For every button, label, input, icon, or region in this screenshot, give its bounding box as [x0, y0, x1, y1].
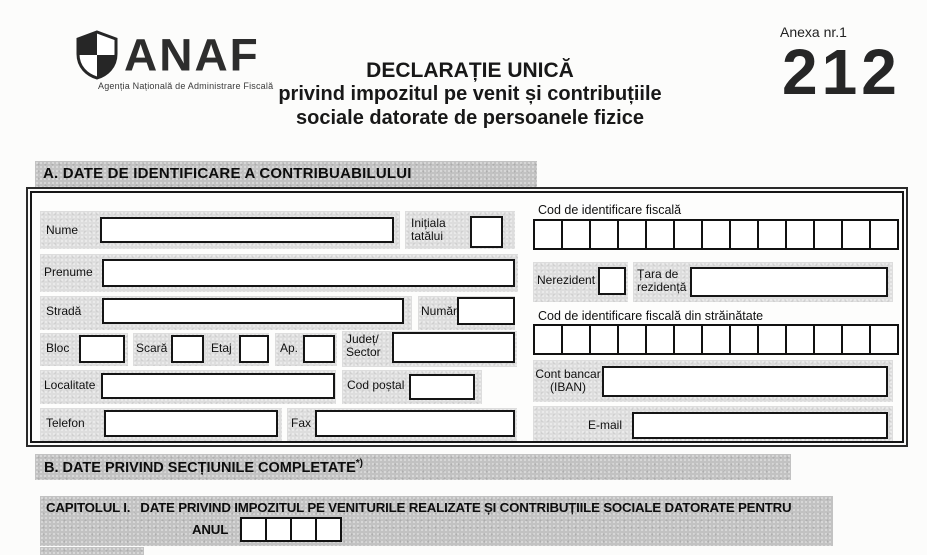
chapter-1-label: CAPITOLUL I.: [46, 500, 131, 515]
anul-cells: [240, 517, 342, 542]
char-cell[interactable]: [813, 324, 843, 355]
tara-rezidenta-label: Țara de rezidență: [637, 267, 687, 295]
section-b-title: B. DATE PRIVIND SECȚIUNILE COMPLETATE: [44, 459, 356, 476]
ap-label: Ap.: [280, 341, 299, 355]
cont-bancar-label: Cont bancar (IBAN): [535, 367, 601, 395]
strada-input[interactable]: [102, 298, 404, 324]
nume-label: Nume: [46, 223, 79, 237]
char-cell[interactable]: [561, 219, 591, 250]
char-cell[interactable]: [561, 324, 591, 355]
prenume-input[interactable]: [102, 259, 515, 287]
char-cell[interactable]: [673, 219, 703, 250]
telefon-input[interactable]: [104, 410, 278, 437]
char-cell[interactable]: [240, 517, 267, 542]
char-cell[interactable]: [757, 324, 787, 355]
form-title-line1: DECLARAȚIE UNICĂ: [366, 59, 574, 82]
char-cell[interactable]: [645, 324, 675, 355]
char-cell[interactable]: [701, 324, 731, 355]
section-b-header: [35, 454, 791, 480]
initiala-tatalui-label: Inițiala tatălui: [411, 216, 446, 244]
chapter-1-header: [40, 496, 833, 546]
section-a-header: A. DATE DE IDENTIFICARE A CONTRIBUABILULUI: [35, 161, 537, 187]
strada-label: Stradă: [46, 304, 82, 318]
prenume-label: Prenume: [44, 265, 93, 279]
nerezident-checkbox[interactable]: [598, 267, 626, 295]
char-cell[interactable]: [673, 324, 703, 355]
char-cell[interactable]: [589, 219, 619, 250]
char-cell[interactable]: [757, 219, 787, 250]
char-cell[interactable]: [265, 517, 292, 542]
char-cell[interactable]: [785, 219, 815, 250]
char-cell[interactable]: [645, 219, 675, 250]
judet-sector-input[interactable]: [392, 332, 515, 363]
numar-input[interactable]: [457, 297, 515, 325]
judet-sector-label: Județ/ Sector: [346, 332, 381, 360]
scara-input[interactable]: [171, 335, 204, 363]
char-cell[interactable]: [617, 324, 647, 355]
char-cell[interactable]: [729, 324, 759, 355]
nume-input[interactable]: [100, 217, 394, 243]
char-cell[interactable]: [869, 324, 899, 355]
cod-postal-input[interactable]: [409, 374, 475, 400]
next-section-bar-partial: [40, 547, 144, 555]
numar-label: Număr: [421, 304, 458, 318]
anaf-subtitle: Agenția Națională de Administrare Fiscală: [98, 81, 274, 91]
char-cell[interactable]: [533, 219, 563, 250]
fax-label: Fax: [291, 416, 312, 430]
email-label: E-mail: [588, 418, 623, 432]
chapter-1-title-line: [46, 500, 833, 515]
etaj-input[interactable]: [239, 335, 269, 363]
initiala-tatalui-input[interactable]: [470, 216, 503, 248]
fax-input[interactable]: [315, 410, 515, 437]
scara-label: Scară: [136, 341, 168, 355]
email-input[interactable]: [632, 412, 888, 439]
anaf-wordmark: ANAF: [124, 29, 260, 81]
annex-label: Anexa nr.1: [780, 24, 847, 40]
bloc-input[interactable]: [79, 335, 125, 363]
form-title-line3: sociale datorate de persoanele fizice: [296, 106, 644, 129]
bloc-label: Bloc: [46, 341, 70, 355]
telefon-label: Telefon: [46, 416, 85, 430]
char-cell[interactable]: [785, 324, 815, 355]
section-b-note-marker: *): [355, 458, 363, 469]
char-cell[interactable]: [617, 219, 647, 250]
char-cell[interactable]: [701, 219, 731, 250]
cif-cells: [533, 219, 899, 250]
cif-strainatate-label: Cod de identificare fiscală din străinătate: [538, 309, 764, 323]
iban-input[interactable]: [602, 366, 888, 397]
char-cell[interactable]: [813, 219, 843, 250]
localitate-input[interactable]: [101, 373, 335, 399]
tara-rezidenta-input[interactable]: [690, 267, 888, 297]
char-cell[interactable]: [290, 517, 317, 542]
char-cell[interactable]: [729, 219, 759, 250]
form-title: [230, 58, 710, 130]
char-cell[interactable]: [315, 517, 342, 542]
char-cell[interactable]: [869, 219, 899, 250]
section-a-box: [30, 191, 904, 443]
char-cell[interactable]: [589, 324, 619, 355]
chapter-1-year-row: [192, 517, 833, 542]
form-number: 212: [782, 36, 901, 108]
char-cell[interactable]: [533, 324, 563, 355]
cif-label: Cod de identificare fiscală: [538, 203, 682, 217]
cif-strainatate-cells: [533, 324, 899, 355]
chapter-1-title: DATE PRIVIND IMPOZITUL PE VENITURILE REALIZATE ȘI CONTRIBUȚIILE SOCIALE DATORATE PENTRU: [140, 500, 792, 515]
etaj-label: Etaj: [211, 341, 232, 355]
char-cell[interactable]: [841, 219, 871, 250]
nerezident-label: Nerezident: [537, 273, 596, 287]
cod-postal-label: Cod poștal: [347, 378, 405, 392]
anaf-shield-icon: [74, 30, 120, 80]
char-cell[interactable]: [841, 324, 871, 355]
form-title-line2: privind impozitul pe venit și contribuțiile: [278, 83, 662, 106]
ap-input[interactable]: [303, 335, 335, 363]
localitate-label: Localitate: [44, 378, 96, 392]
anul-label: ANUL: [192, 522, 229, 537]
